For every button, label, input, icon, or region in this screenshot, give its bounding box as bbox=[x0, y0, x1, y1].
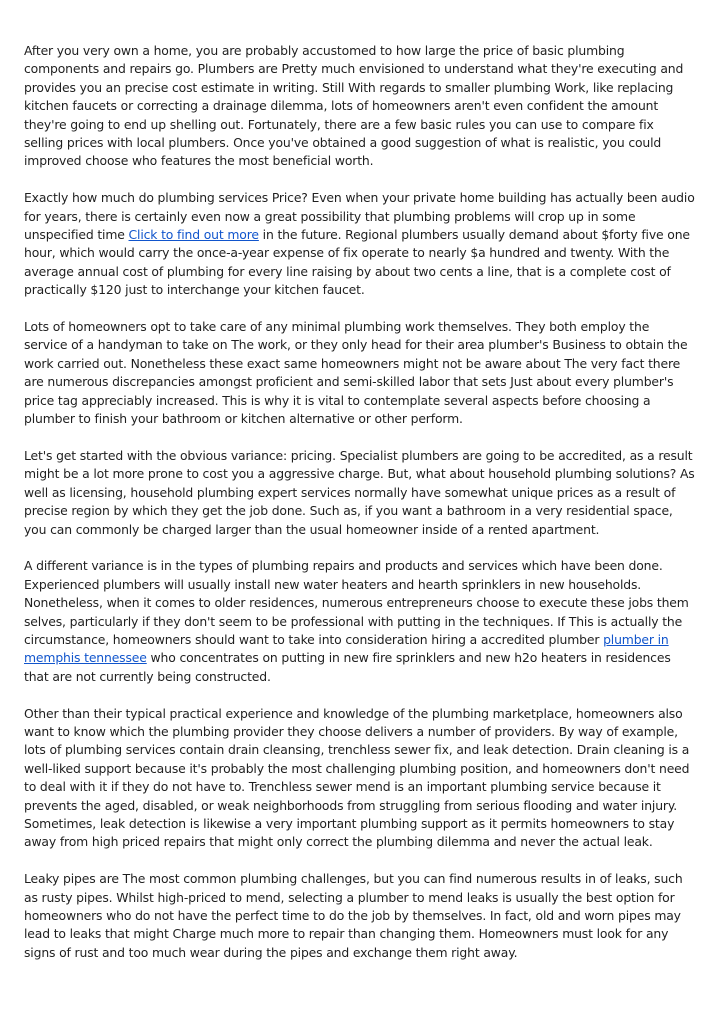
paragraph-5 bbox=[24, 557, 696, 686]
paragraph-7 bbox=[24, 870, 696, 962]
paragraph-1-text: After you very own a home, you are probably accustomed to how large the price of basic plumbing components and repairs go. Plumbers are Pretty much envisioned to understand what they're executing and provides you an precise cost estimate in writing. Still With regards to smaller plumbing Work, like replacing kitchen faucets or correcting a drainage dilemma, lots of homeowners aren't even confident the amount they're going to end up shelling out. Fortunately, there are a few basic rules you can use to compare fix selling prices with local plumbers. Once you've obtained a good suggestion of what is realistic, you could improved choose who features the most beneficial worth. bbox=[24, 43, 684, 169]
paragraph-6-text: Other than their typical practical experience and knowledge of the plumbing marketplace, homeowners also want to know which the plumbing provider they choose delivers a number of providers. By way of example, lots of plumbing services contain drain cleansing, trenchless sewer fix, and leak detection. Drain cleaning is a well-liked support because it's probably the most challenging plumbing position, and homeowners don't need to deal with it if they do not have to. Trenchless sewer mend is an important plumbing service because it prevents the aged, disabled, or weak neighborhoods from struggling from serious flooding and water injury. Sometimes, leak detection is likewise a very important plumbing support as it permits homeowners to stay away from high priced repairs that might only correct the plumbing dilemma and never the actual leak. bbox=[24, 705, 690, 850]
plumber-in-memphis-link[interactable]: plumber in memphis tennessee bbox=[24, 631, 669, 666]
paragraph-5-text-end: who concentrates on putting in new fire sprinklers and new h2o heaters in residences that are not currently being constructed. bbox=[24, 650, 671, 684]
paragraph-3-text: Lots of homeowners opt to take care of any minimal plumbing work themselves. They both employ the service of a handyman to take on The work, or they only head for their area plumber's Business to obtain the work carried out. Nonetheless these exact same homeowners might not be aware about The very fact there are numerous discrepancies amongst proficient and semi-skilled labor that sets Just about every plumber's price tag appreciably increased. This is why it is vital to contemplate several aspects before choosing a plumber to finish your bathroom or kitchen alternative or other perform. bbox=[24, 319, 688, 427]
paragraph-6 bbox=[24, 705, 696, 852]
article-body bbox=[24, 42, 696, 981]
paragraph-4-text: Let's get started with the obvious variance: pricing. Specialist plumbers are going to be accredited, as a result might be a lot more prone to cost you a aggressive charge. But, what about household plumbing solutions? As well as licensing, household plumbing expert services normally have somewhat unique prices as a result of precise region by which they get the job done. Such as, if you want a bathroom in a very residential space, you can commonly be charged larger than the usual homeowner inside of a rented apartment. bbox=[24, 447, 695, 537]
paragraph-2 bbox=[24, 189, 696, 299]
paragraph-2-text-end: in the future. Regional plumbers usually demand about $forty five one hour, which would carry the once-a-year expense of fix operate to nearly $a hundred and twenty. With the average annual cost of plumbing for every line raising by about two cents a line, that is a complete cost of practically $120 just to interchange your kitchen faucet. bbox=[24, 227, 690, 298]
paragraph-3 bbox=[24, 318, 696, 428]
paragraph-5-text-start: A different variance is in the types of plumbing repairs and products and services which have been done. Experienced plumbers will usually install new water heaters and hearth sprinklers in new households. Nonetheless, when it comes to older residences, numerous entrepreneurs choose to execute these jobs them selves, particularly if they don't seem to be professional with putting in the techniques. If This is actually the circumstance, homeowners should want to take into consideration hiring a accredited plumber bbox=[24, 558, 689, 647]
paragraph-1 bbox=[24, 42, 696, 171]
paragraph-7-text: Leaky pipes are The most common plumbing challenges, but you can find numerous results in of leaks, such as rusty pipes. Whilst high-priced to mend, selecting a plumber to mend leaks is usually the best option for homeowners who do not have the perfect time to do the job by themselves. In fact, old and worn pipes may lead to leaks that might Charge much more to repair than changing them. Homeowners must look for any signs of rust and too much wear during the pipes and exchange them right away. bbox=[24, 871, 683, 960]
click-to-find-out-more-link[interactable]: Click to find out more bbox=[128, 227, 259, 243]
paragraph-2-text-start: Exactly how much do plumbing services Price? Even when your private home building has actually been audio for years, there is certainly even now a great possibility that plumbing problems will crop up in some unspecified time bbox=[24, 190, 695, 243]
paragraph-4 bbox=[24, 447, 696, 539]
